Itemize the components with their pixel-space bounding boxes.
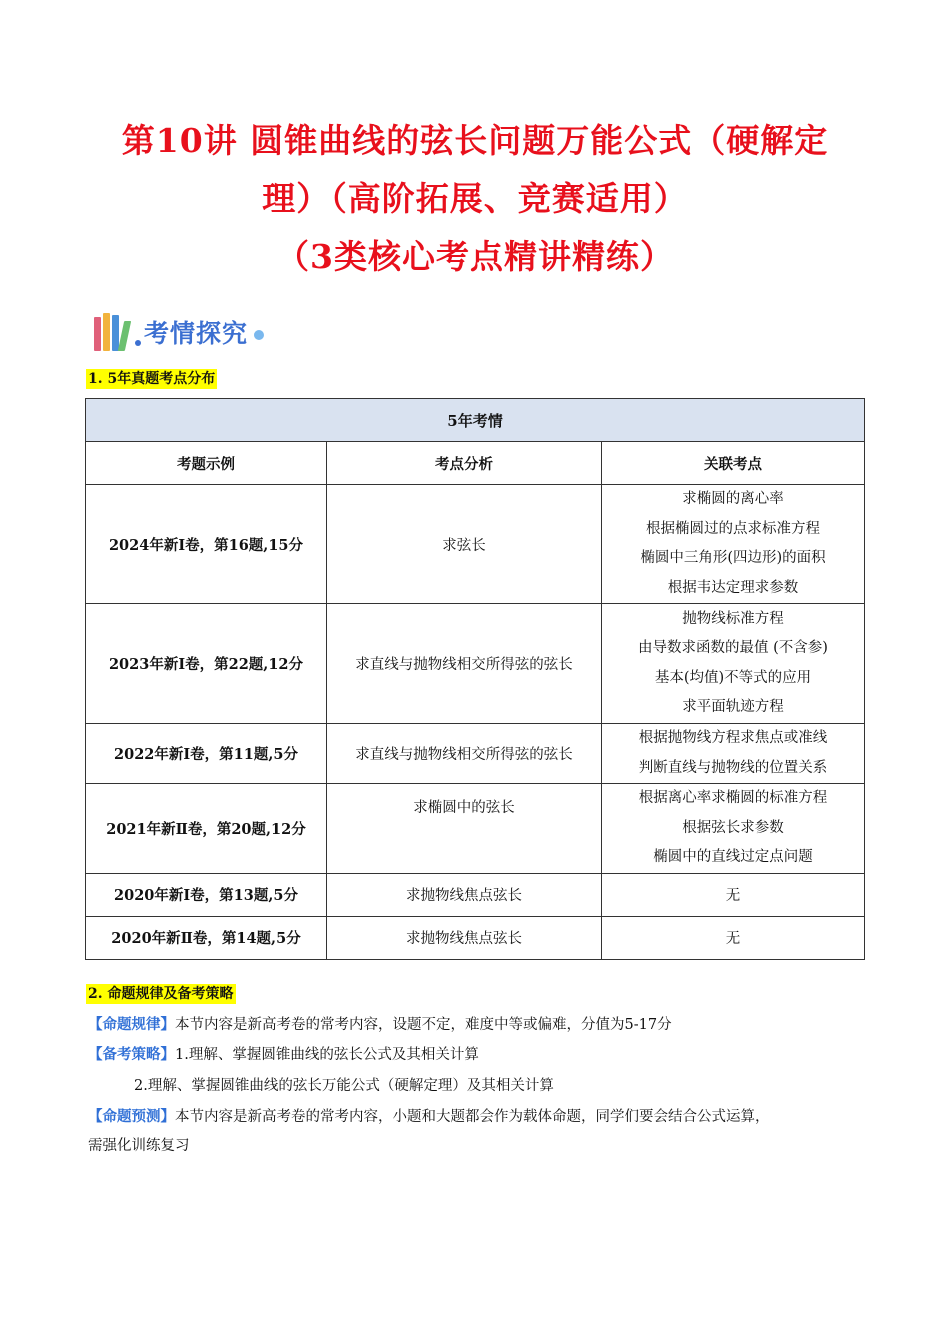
exam-example: 2022年新I卷，第11题,5分 xyxy=(86,724,327,784)
table-row xyxy=(86,604,865,724)
forecast-text: 本节内容是新高考卷的常考内容，小题和大题都会作为载体命题，同学们要会结合公式运算， xyxy=(175,1109,770,1125)
table-row xyxy=(86,485,865,604)
related-points: 无 xyxy=(602,916,865,959)
forecast-text-continued: 需强化训练复习 xyxy=(88,1138,190,1154)
exam-analysis: 求直线与抛物线相交所得弦的弦长 xyxy=(327,724,602,784)
part1-heading: 1. 5年真题考点分布 xyxy=(88,371,216,387)
related-point: 由导数求函数的最值 (不含参) xyxy=(638,640,828,656)
related-point: 求椭圆的离心率 xyxy=(682,491,784,507)
document-title xyxy=(80,112,870,286)
strategy-item: 1.理解、掌握圆锥曲线的弦长公式及其相关计算 xyxy=(175,1047,479,1063)
exam-example: 2020年新Ⅱ卷，第14题,5分 xyxy=(86,916,327,959)
rule-text: 本节内容是新高考卷的常考内容，设题不定，难度中等或偏难，分值为5-17分 xyxy=(175,1017,672,1033)
section-header-text: 考情探究 xyxy=(144,319,249,348)
strategy-label: 【备考策略】 xyxy=(88,1046,175,1063)
title-line-2: 理）（高阶拓展、竞赛适用） xyxy=(262,179,688,218)
related-points xyxy=(602,604,865,724)
related-points: 无 xyxy=(602,873,865,916)
exam-analysis: 求直线与抛物线相交所得弦的弦长 xyxy=(327,604,602,724)
title-line-3: （3类核心考点精讲精练） xyxy=(276,237,674,276)
exam-analysis: 求抛物线焦点弦长 xyxy=(327,916,602,959)
related-point: 抛物线标准方程 xyxy=(682,610,784,627)
exam-example: 2023年新I卷，第22题,12分 xyxy=(86,604,327,724)
section-header-logo xyxy=(94,312,264,352)
rule-label: 【命题规律】 xyxy=(88,1016,175,1033)
related-point: 椭圆中三角形(四边形)的面积 xyxy=(640,550,826,566)
books-icon xyxy=(94,313,130,351)
exam-example: 2021年新Ⅱ卷，第20题,12分 xyxy=(86,784,327,874)
related-points xyxy=(602,784,865,874)
exam-analysis: 求弦长 xyxy=(327,485,602,604)
forecast-label: 【命题预测】 xyxy=(88,1108,175,1125)
exam-analysis: 求抛物线焦点弦长 xyxy=(327,873,602,916)
part2-heading: 2. 命题规律及备考策略 xyxy=(88,986,234,1002)
table-row xyxy=(86,724,865,784)
column-header: 关联考点 xyxy=(602,442,865,485)
related-point: 根据椭圆过的点求标准方程 xyxy=(646,520,820,537)
rule-paragraph xyxy=(88,1010,878,1040)
strategy-item: 2.理解、掌握圆锥曲线的弦长万能公式（硬解定理）及其相关计算 xyxy=(134,1078,554,1094)
related-point: 根据离心率求椭圆的标准方程 xyxy=(638,790,828,806)
forecast-paragraph xyxy=(88,1102,878,1132)
related-point: 根据韦达定理求参数 xyxy=(667,579,799,596)
related-point: 判断直线与抛物线的位置关系 xyxy=(638,759,828,776)
title-line-1: 第10讲 圆锥曲线的弦长问题万能公式（硬解定 xyxy=(121,121,829,160)
related-point: 根据抛物线方程求焦点或准线 xyxy=(638,730,828,746)
table-caption: 5年考情 xyxy=(86,399,865,442)
related-point: 求平面轨迹方程 xyxy=(682,699,784,715)
related-points xyxy=(602,724,865,784)
related-points xyxy=(602,485,865,604)
exam-table xyxy=(85,398,865,960)
table-row xyxy=(86,916,865,959)
exam-example: 2024年新I卷，第16题,15分 xyxy=(86,485,327,604)
related-point: 基本(均值)不等式的应用 xyxy=(654,669,812,686)
related-point: 根据弦长求参数 xyxy=(682,819,784,836)
table-row xyxy=(86,873,865,916)
table-row xyxy=(86,784,865,874)
dot-icon xyxy=(135,340,141,346)
strategy-paragraph xyxy=(88,1040,878,1070)
circle-icon xyxy=(254,330,264,340)
column-header: 考题示例 xyxy=(86,442,327,485)
exam-example: 2020年新I卷，第13题,5分 xyxy=(86,873,327,916)
column-header: 考点分析 xyxy=(327,442,602,485)
exam-analysis: 求椭圆中的弦长 xyxy=(327,784,602,874)
related-point: 椭圆中的直线过定点问题 xyxy=(653,849,813,865)
